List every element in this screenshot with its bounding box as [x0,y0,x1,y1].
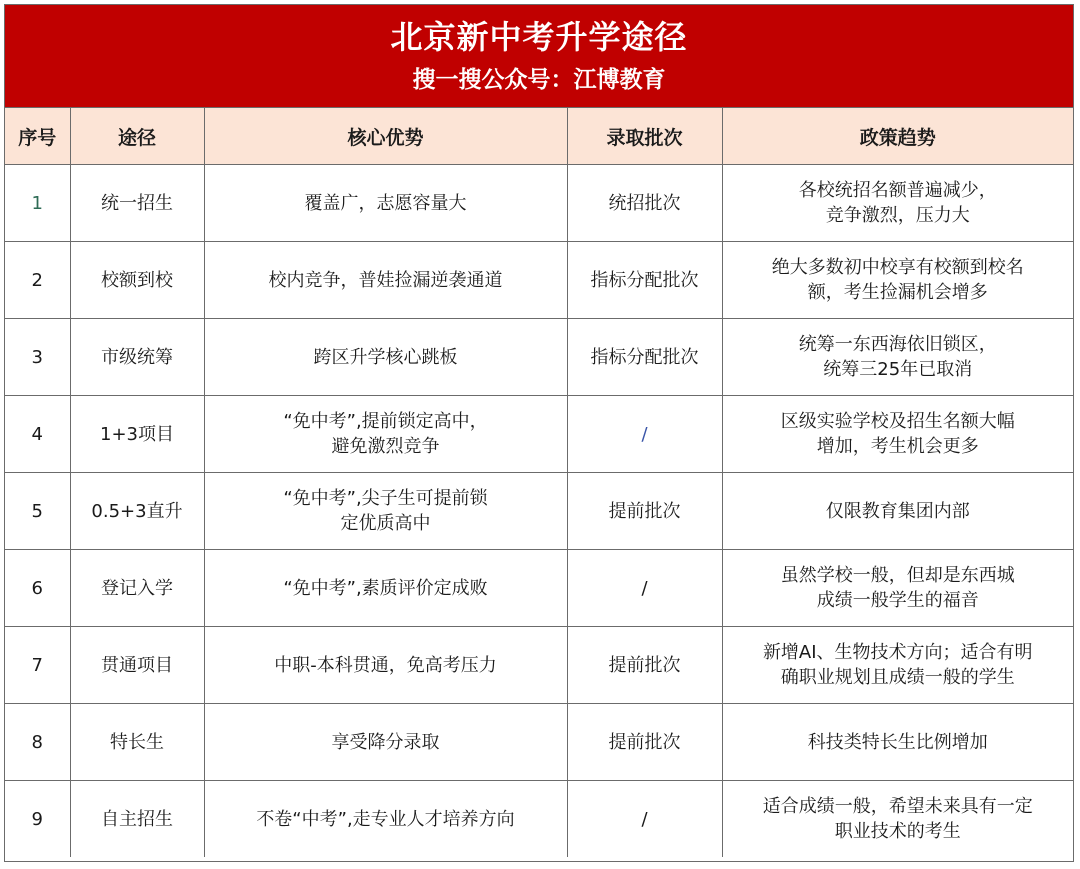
page-title: 北京新中考升学途径 [390,18,688,56]
advantage-line: 享受降分录取 [331,731,440,753]
trend-line: 统筹三25年已取消 [823,359,973,380]
batch-cell: 提前批次 [567,627,722,704]
trend-line: 确职业规划且成绩一般的学生 [780,667,1015,688]
title-banner [5,5,1073,108]
batch-cell: 指标分配批次 [567,242,722,319]
batch-cell: / [567,781,722,858]
row-number: 7 [5,627,70,704]
batch-cell: 指标分配批次 [567,319,722,396]
table-row [5,550,1073,627]
batch-cell: 统招批次 [567,165,722,242]
table-row [5,165,1073,242]
route-cell: 贯通项目 [70,627,204,704]
advantage-line: “免中考”,尖子生可提前锁 [283,488,488,509]
policy-table-sheet [4,4,1074,862]
column-header-trend: 政策趋势 [722,108,1073,165]
trend-cell [722,704,1073,781]
trend-line: 适合成绩一般，希望未来具有一定 [762,796,1033,817]
trend-line: 科技类特长生比例增加 [807,731,988,753]
row-number: 1 [5,165,70,242]
advantage-cell [204,550,567,627]
trend-cell [722,396,1073,473]
table-row [5,396,1073,473]
column-header-batch: 录取批次 [567,108,722,165]
trend-line: 统筹一东西海依旧锁区， [798,334,997,355]
advantage-cell [204,704,567,781]
trend-cell [722,473,1073,550]
trend-cell [722,550,1073,627]
trend-line: 区级实验学校及招生名额大幅 [780,411,1015,432]
route-cell: 校额到校 [70,242,204,319]
trend-cell [722,165,1073,242]
advantage-line: 定优质高中 [340,513,431,534]
trend-line: 虽然学校一般，但却是东西城 [780,565,1015,586]
advantage-line: 中职-本科贯通，免高考压力 [274,654,497,676]
trend-cell [722,319,1073,396]
route-cell: 特长生 [70,704,204,781]
batch-cell: / [567,550,722,627]
route-cell: 统一招生 [70,165,204,242]
row-number: 4 [5,396,70,473]
row-number: 5 [5,473,70,550]
trend-line: 各校统招名额普遍减少， [798,180,997,201]
table-row [5,627,1073,704]
table-row [5,473,1073,550]
route-cell: 登记入学 [70,550,204,627]
advantage-cell [204,627,567,704]
table-row [5,319,1073,396]
trend-line: 新增AI、生物技术方向；适合有明 [762,642,1033,663]
row-number: 8 [5,704,70,781]
route-cell: 1+3项目 [70,396,204,473]
trend-line: 绝大多数初中校享有校额到校名 [771,257,1024,278]
route-cell: 0.5+3直升 [70,473,204,550]
advantage-cell [204,396,567,473]
table-header-row [5,108,1073,165]
table-row [5,781,1073,858]
batch-cell: 提前批次 [567,704,722,781]
advantage-line: 避免激烈竞争 [331,436,440,457]
advantage-line: 校内竞争，普娃捡漏逆袭通道 [268,269,503,291]
advantage-line: 覆盖广，志愿容量大 [304,192,467,214]
advantage-cell [204,165,567,242]
routes-table [5,108,1073,857]
trend-line: 竞争激烈，压力大 [825,205,970,226]
trend-line: 额，考生捡漏机会增多 [807,282,988,303]
route-cell: 自主招生 [70,781,204,858]
row-number: 2 [5,242,70,319]
column-header-route: 途径 [70,108,204,165]
advantage-line: “免中考”,素质评价定成败 [283,577,488,599]
batch-cell: / [567,396,722,473]
page-subtitle: 搜一搜公众号：江博教育 [412,67,666,93]
column-header-advantage: 核心优势 [204,108,567,165]
column-header-no: 序号 [5,108,70,165]
advantage-cell [204,319,567,396]
row-number: 6 [5,550,70,627]
trend-cell [722,781,1073,858]
advantage-cell [204,242,567,319]
row-number: 9 [5,781,70,858]
batch-cell: 提前批次 [567,473,722,550]
advantage-line: “免中考”,提前锁定高中， [283,411,488,432]
trend-line: 成绩一般学生的福音 [816,590,979,611]
advantage-cell [204,473,567,550]
trend-line: 职业技术的考生 [834,821,961,842]
advantage-line: 不卷“中考”,走专业人才培养方向 [256,808,515,830]
row-number: 3 [5,319,70,396]
trend-cell [722,627,1073,704]
route-cell: 市级统筹 [70,319,204,396]
table-row [5,242,1073,319]
table-row [5,704,1073,781]
trend-cell [722,242,1073,319]
advantage-line: 跨区升学核心跳板 [313,346,458,368]
trend-line: 仅限教育集团内部 [825,500,970,522]
trend-line: 增加，考生机会更多 [816,436,979,457]
advantage-cell [204,781,567,858]
